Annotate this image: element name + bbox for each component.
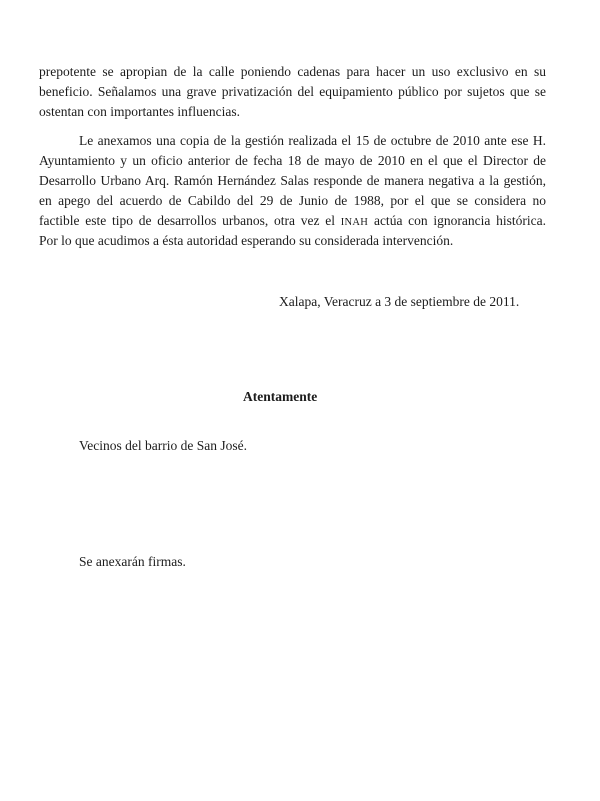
inah-acronym: INAH (340, 217, 369, 228)
line-5-text-after: actúa con ignorancia histórica. (373, 213, 546, 228)
paragraph-2-line-4: en apego del acuerdo de Cabildo del 29 de Junio de 1988, por el que se considera no (39, 193, 546, 208)
signatories: Vecinos del barrio de San José. (79, 438, 247, 453)
annex-note: Se anexarán firmas. (79, 554, 186, 569)
paragraph-2-line-3: Desarrollo Urbano Arq. Ramón Hernández Salas responde de manera negativa a la gestión, (39, 173, 546, 188)
paragraph-1-line-1: prepotente se apropian de la calle poniendo cadenas para hacer un uso exclusivo en su (39, 64, 546, 79)
paragraph-2-line-1: Le anexamos una copia de la gestión realizada el 15 de octubre de 2010 ante ese H. (79, 133, 546, 148)
paragraph-1-line-2: beneficio. Señalamos una grave privatización del equipamiento público por sujetos que se (39, 84, 546, 99)
paragraph-2-line-5 (39, 212, 546, 232)
paragraph-1-line-3: ostentan con importantes influencias. (39, 104, 240, 119)
paragraph-2-line-2: Ayuntamiento y un oficio anterior de fecha 18 de mayo de 2010 en el que el Director de (39, 153, 546, 168)
date-line: Xalapa, Veracruz a 3 de septiembre de 2011. (279, 294, 520, 309)
line-5-text-before: factible este tipo de desarrollos urbanos, otra vez el (39, 213, 335, 228)
closing-atentamente: Atentamente (243, 389, 318, 404)
paragraph-2-line-6: Por lo que acudimos a ésta autoridad esperando su considerada intervención. (39, 233, 454, 248)
